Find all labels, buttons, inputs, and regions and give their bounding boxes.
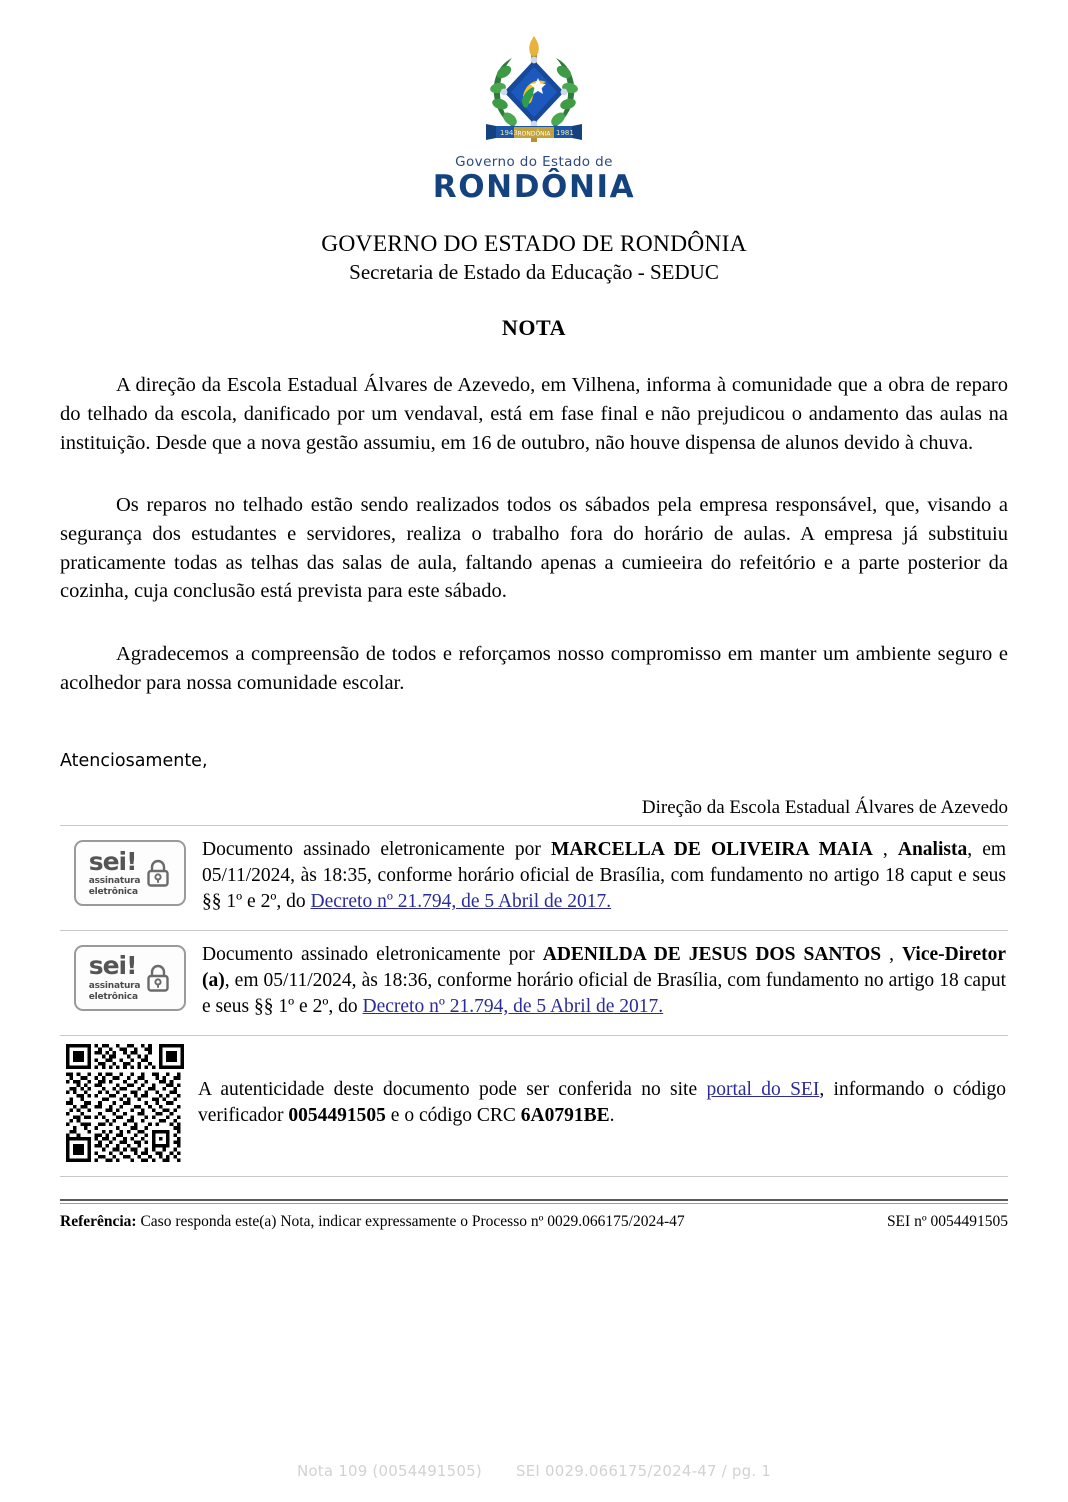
page-title: NOTA (501, 315, 567, 341)
signature-prefix-1: Documento assinado eletronicamente por (202, 839, 552, 861)
sei-badge-subline-1: assinatura (88, 876, 141, 887)
sei-badge-subline-2-b: eletrônica (88, 991, 138, 1002)
reference-body: Caso responda este(a) Nota, indicar expressamente o Processo nº 0029.066175/2024-47 (136, 1212, 685, 1230)
authenticity-text-mid: e o código CRC (385, 1104, 521, 1126)
sei-signature-badge-2 (74, 945, 186, 1011)
signature-text-2 (202, 942, 1008, 1020)
page-footer (0, 1462, 1068, 1480)
reference-label: Referência: (60, 1212, 137, 1230)
header-line-government: GOVERNO DO ESTADO DE RONDÔNIA (321, 230, 747, 257)
authenticity-text-end: . (609, 1104, 615, 1126)
sei-logo-text-2: sei! (88, 951, 137, 981)
authenticity-text-after-link: , informando o código verificador (198, 1078, 1006, 1126)
svg-text:1943: 1943 (500, 129, 518, 137)
signature-text-1 (202, 837, 1008, 915)
svg-text:RONDÔNIA: RONDÔNIA (517, 130, 551, 138)
sei-logo-text: sei! (88, 846, 137, 876)
svg-text:1981: 1981 (556, 129, 574, 137)
crc-code: 6A0791BE (520, 1104, 610, 1126)
closing-salutation: Atenciosamente, (60, 751, 208, 772)
gov-line: Governo do Estado de (455, 154, 613, 170)
sei-badge-subline-1-b: assinatura (88, 981, 141, 992)
paragraph-3: Agradecemos a compreensão de todos e reforçamos nosso compromisso em manter um ambiente seguro e acolhedor para nossa comunidade escolar. (60, 643, 1008, 694)
signature-middle-2: , em 05/11/2024, às 18:36, conforme horário oficial de Brasília, com fundamento no artigo 18 caput e seus §§ 1º e 2º, do (202, 970, 1006, 1018)
signer-role-2: Vice-Diretor (a) (202, 944, 1007, 992)
signature-name-separator-1: , (872, 839, 898, 861)
reference-row (60, 1212, 1008, 1232)
signature-middle-1: , em 05/11/2024, às 18:35, conforme horário oficial de Brasília, com fundamento no artigo 18 caput e seus §§ 1º e 2º, do (202, 839, 1007, 913)
sei-signature-badge (74, 840, 186, 906)
rondonia-coat-of-arms-icon (478, 34, 590, 152)
signer-name-1: MARCELLA DE OLIVEIRA MAIA (551, 839, 873, 861)
paragraph-1: A direção da Escola Estadual Álvares de Azevedo, em Vilhena, informa à comunidade que a obra de reparo do telhado da escola, danificado por um vendaval, está em fase final e não prejudicou o andamento das aulas na instituição. Desde que a nova gestão assumiu, em 16 de outubro, não houve dispensa de alunos devido à chuva. (60, 374, 1008, 454)
paragraph-2: Os reparos no telhado estão sendo realizados todos os sábados pela empresa responsável, que, visando a segurança dos estudantes e servidores, realiza o trabalho fora do horário de aulas. A empresa já substituiu praticamente todas as telhas das salas de aula, faltando apenas a cumieeira do refeitório e a parte posterior da cozinha, cuja conclusão está prevista para este sábado. (60, 494, 1008, 603)
signer-line: Direção da Escola Estadual Álvares de Azevedo (641, 797, 1008, 819)
authenticity-text-before-link: A autenticidade deste documento pode ser conferida no site (198, 1078, 707, 1100)
signature-prefix-2: Documento assinado eletronicamente por (202, 944, 543, 966)
signature-block-2 (60, 931, 1008, 1029)
qr-code (64, 1044, 186, 1162)
decree-link-2[interactable]: Decreto nº 21.794, de 5 Abril de 2017. (362, 996, 664, 1018)
divider-above-reference (60, 1199, 1008, 1204)
signature-block-1 (60, 826, 1008, 924)
sei-badge-subline-2: eletrônica (88, 886, 138, 897)
verifier-code: 0054491505 (288, 1104, 386, 1126)
portal-sei-link[interactable]: portal do SEI (706, 1078, 820, 1100)
signer-role-1: Analista (897, 839, 968, 861)
authenticity-block (60, 1036, 1008, 1170)
authenticity-text (198, 1077, 1008, 1129)
signer-name-2: ADENILDA DE JESUS DOS SANTOS (542, 944, 882, 966)
organization-header (0, 230, 1068, 287)
reference-sei-number: SEI nº 0054491505 (886, 1212, 1008, 1230)
page-footer-right: SEI 0029.066175/2024-47 / pg. 1 (515, 1462, 772, 1480)
padlock-icon (145, 858, 171, 888)
padlock-icon (145, 963, 171, 993)
divider-below-authenticity (60, 1176, 1008, 1177)
page-footer-left: Nota 109 (0054491505) (296, 1462, 482, 1480)
reference-text (60, 1212, 685, 1232)
decree-link-1[interactable]: Decreto nº 21.794, de 5 Abril de 2017. (310, 891, 612, 913)
header-line-secretariat: Secretaria de Estado da Educação - SEDUC (349, 259, 719, 284)
state-name: RONDÔNIA (432, 169, 636, 205)
brand-block (0, 0, 1068, 204)
document-body (60, 371, 1008, 1232)
signature-name-separator-2: , (881, 944, 903, 966)
